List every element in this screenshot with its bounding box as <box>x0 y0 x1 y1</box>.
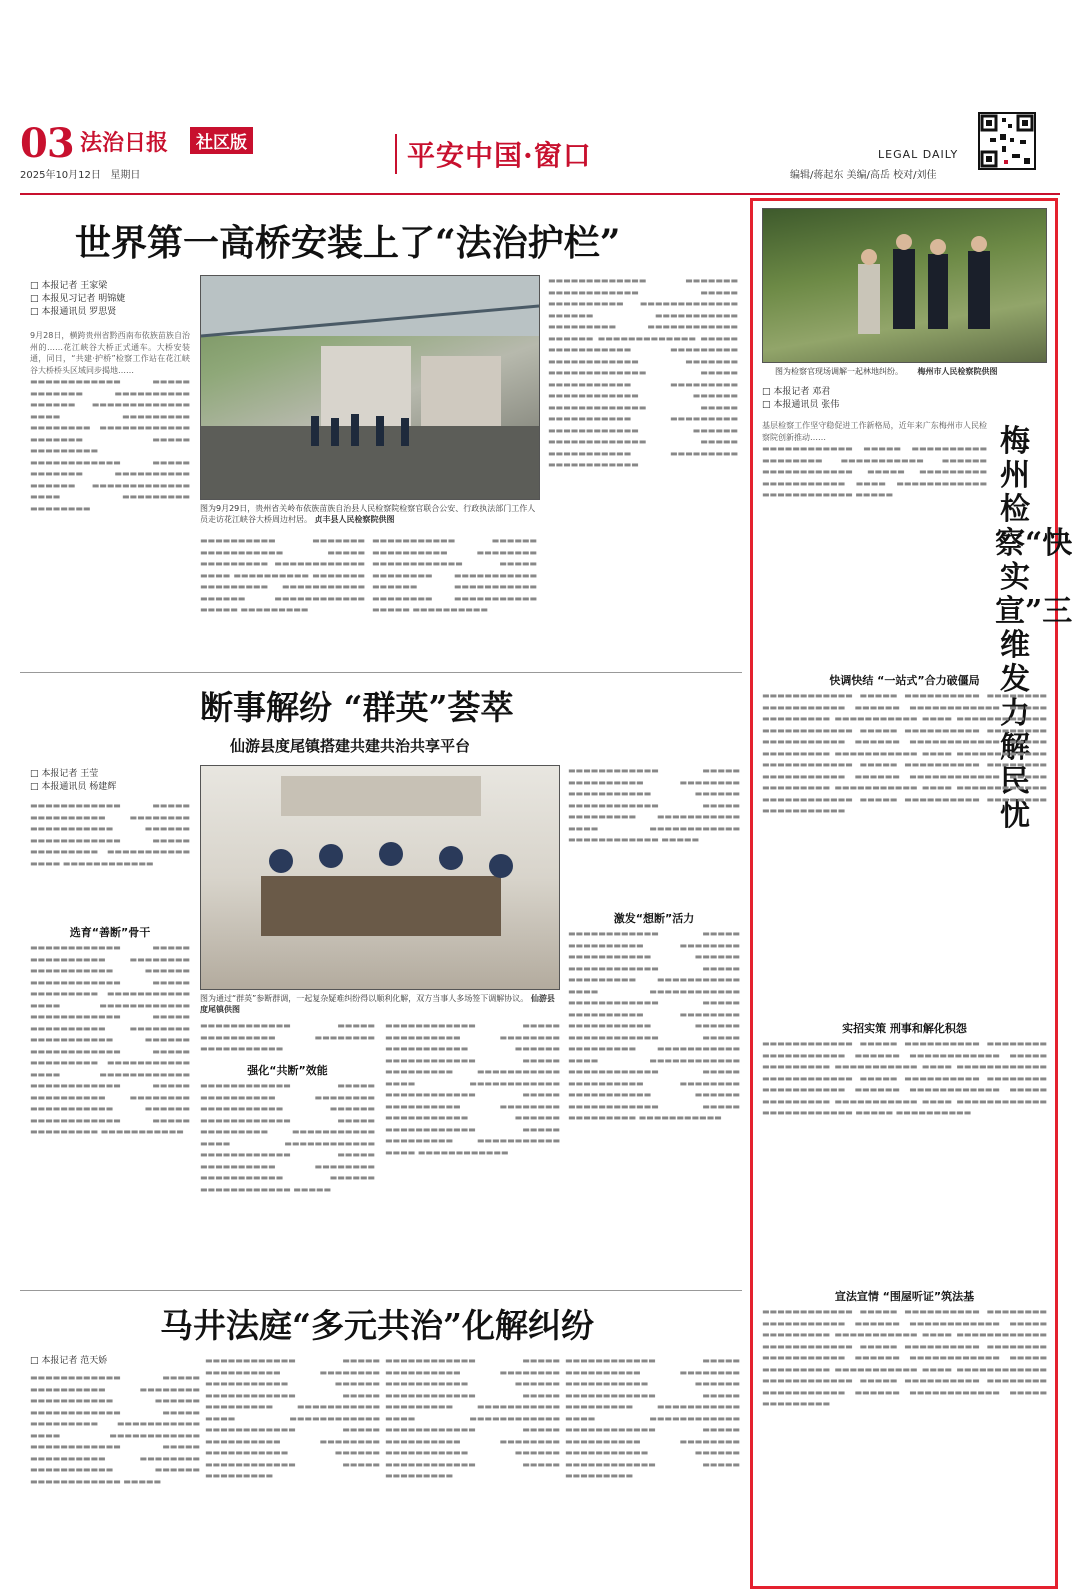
column-title: 平安中国·窗口 <box>395 134 592 174</box>
article1-col4: ▬▬▬▬▬▬▬▬▬▬▬▬▬ ▬▬▬▬▬▬▬ ▬▬▬▬▬▬▬▬▬▬▬▬ ▬▬▬▬▬ ▬▬▬▬▬▬▬▬▬▬ ▬▬▬▬▬▬▬▬▬▬▬▬▬ ▬▬▬▬▬▬ ▬▬▬▬▬▬▬▬▬▬▬ ▬▬▬▬▬▬▬▬▬ ▬▬▬▬▬▬▬▬▬▬▬▬ ▬▬▬▬▬▬ ▬▬▬▬▬▬▬▬▬▬▬▬▬ ▬▬▬▬▬ ▬▬▬▬▬▬▬▬▬▬▬ ▬▬▬▬▬▬▬▬▬ ▬▬▬▬▬▬▬▬▬▬▬▬ ▬▬▬▬▬▬▬ ▬▬▬▬▬▬▬▬▬▬▬▬▬ ▬▬▬▬▬ ▬▬▬▬▬▬▬▬▬▬▬ ▬▬▬▬▬▬▬▬▬ ▬▬▬▬▬▬▬▬▬▬▬▬ ▬▬▬▬▬▬ ▬▬▬▬▬▬▬▬▬▬▬▬▬ ▬▬▬▬▬ ▬▬▬▬▬▬▬▬▬▬▬ ▬▬▬▬▬▬▬▬▬ ▬▬▬▬▬▬▬▬▬▬▬▬ ▬▬▬▬▬▬ ▬▬▬▬▬▬▬▬▬▬▬▬▬ ▬▬▬▬▬ ▬▬▬▬▬▬▬▬▬▬▬ ▬▬▬▬▬▬▬▬▬ ▬▬▬▬▬▬▬▬▬▬▬▬ <box>548 276 738 469</box>
article1-col2: ▬▬▬▬▬▬▬▬▬▬ ▬▬▬▬▬▬▬ ▬▬▬▬▬▬▬▬▬▬▬ ▬▬▬▬▬ ▬▬▬▬▬▬▬▬▬ ▬▬▬▬▬▬▬▬▬▬▬▬ ▬▬▬▬ ▬▬▬▬▬▬▬▬▬▬ ▬▬▬▬▬▬▬ ▬▬▬▬▬▬▬▬▬ ▬▬▬▬▬▬▬▬▬▬▬ ▬▬▬▬▬▬ ▬▬▬▬▬▬▬▬▬▬▬▬ ▬▬▬▬▬ ▬▬▬▬▬▬▬▬▬ <box>200 536 365 614</box>
photo-credit: 梅州市人民检察院供图 <box>917 367 998 376</box>
article2-col4b: ▬▬▬▬▬▬▬▬▬▬▬▬ ▬▬▬▬▬ ▬▬▬▬▬▬▬▬▬▬ ▬▬▬▬▬▬▬▬ ▬▬▬▬▬▬▬▬▬▬▬ ▬▬▬▬▬▬ ▬▬▬▬▬▬▬▬▬▬▬▬ ▬▬▬▬▬ ▬▬▬▬▬▬▬▬▬ ▬▬▬▬▬▬▬▬▬▬▬ ▬▬▬▬ ▬▬▬▬▬▬▬▬▬▬▬▬ ▬▬▬▬▬▬▬▬▬▬▬▬ ▬▬▬▬▬ ▬▬▬▬▬▬▬▬▬▬ ▬▬▬▬▬▬▬▬ ▬▬▬▬▬▬▬▬▬▬▬ ▬▬▬▬▬▬ ▬▬▬▬▬▬▬▬▬▬▬▬ ▬▬▬▬▬ ▬▬▬▬▬▬▬▬▬ ▬▬▬▬▬▬▬▬▬▬▬ ▬▬▬▬ ▬▬▬▬▬▬▬▬▬▬▬▬ ▬▬▬▬▬▬▬▬▬▬▬▬ ▬▬▬▬▬ ▬▬▬▬▬▬▬▬▬▬ ▬▬▬▬▬▬▬▬ ▬▬▬▬▬▬▬▬▬▬▬ ▬▬▬▬▬▬ ▬▬▬▬▬▬▬▬▬▬▬▬ ▬▬▬▬▬ ▬▬▬▬▬▬▬▬▬ ▬▬▬▬▬▬▬▬▬▬▬ <box>568 929 740 1122</box>
article2-caption <box>200 993 560 1015</box>
sidebar-vertical-headline: 梅州检察“快实宣”三维发力解民忧 <box>995 424 1073 833</box>
sidebar-subhead-1: 快调快结 “一站式”合力破僵局 <box>829 674 980 687</box>
article2-col3: ▬▬▬▬▬▬▬▬▬▬▬▬ ▬▬▬▬▬ ▬▬▬▬▬▬▬▬▬▬ ▬▬▬▬▬▬▬▬ ▬▬▬▬▬▬▬▬▬▬▬ ▬▬▬▬▬▬ ▬▬▬▬▬▬▬▬▬▬▬▬ ▬▬▬▬▬ ▬▬▬▬▬▬▬▬▬ ▬▬▬▬▬▬▬▬▬▬▬ ▬▬▬▬ ▬▬▬▬▬▬▬▬▬▬▬▬ ▬▬▬▬▬▬▬▬▬▬▬▬ ▬▬▬▬▬ ▬▬▬▬▬▬▬▬▬▬ ▬▬▬▬▬▬▬▬ ▬▬▬▬▬▬▬▬▬▬▬ ▬▬▬▬▬▬ ▬▬▬▬▬▬▬▬▬▬▬▬ ▬▬▬▬▬ ▬▬▬▬▬▬▬▬▬ ▬▬▬▬▬▬▬▬▬▬▬ ▬▬▬▬ ▬▬▬▬▬▬▬▬▬▬▬▬ <box>385 1021 560 1157</box>
byline-line: □ 本报记者 王莹 <box>30 769 99 779</box>
byline-line: □ 本报记者 王家梁 <box>30 281 108 291</box>
sidebar-caption <box>775 366 1040 377</box>
article1-byline <box>30 280 190 319</box>
top-rule <box>20 193 1060 195</box>
sidebar-photo <box>762 208 1047 363</box>
article1-col1: 9月28日，横跨贵州省黔西南布依族苗族自治州的……花江峡谷大桥正式通车。大桥安装通，同日，“共建·护桥”检察工作站在花江峡谷大桥桥头区域同步揭地…… ▬▬▬▬▬▬▬▬▬▬▬▬ ▬▬▬▬▬ ▬▬▬▬▬▬▬ ▬▬▬▬▬▬▬▬▬▬ ▬▬▬▬▬▬ ▬▬▬▬▬▬▬▬▬▬▬▬▬ ▬▬▬▬ ▬▬▬▬▬▬▬▬▬ ▬▬▬▬▬▬▬▬ ▬▬▬▬▬▬▬▬▬▬▬▬ ▬▬▬▬▬▬▬ ▬▬▬▬▬ ▬▬▬▬▬▬▬▬▬ ▬▬▬▬▬▬▬▬▬▬▬▬ ▬▬▬▬▬ ▬▬▬▬▬▬▬ ▬▬▬▬▬▬▬▬▬▬ ▬▬▬▬▬▬ ▬▬▬▬▬▬▬▬▬▬▬▬▬ ▬▬▬▬ ▬▬▬▬▬▬▬▬▬ ▬▬▬▬▬▬▬▬ <box>30 331 190 513</box>
sidebar-subhead-3: 宣法宣情 “围屋听证”筑法基 <box>834 1290 975 1303</box>
article2-subhead-1: 选育“善断”骨干 <box>69 926 151 939</box>
page-number: 03 <box>20 120 74 167</box>
article1-photo <box>200 275 540 500</box>
sidebar-col-c: ▬▬▬▬▬▬▬▬▬▬▬▬ ▬▬▬▬▬ ▬▬▬▬▬▬▬▬▬▬ ▬▬▬▬▬▬▬▬ ▬▬▬▬▬▬▬▬▬▬▬ ▬▬▬▬▬▬ ▬▬▬▬▬▬▬▬▬▬▬▬ ▬▬▬▬▬ ▬▬▬▬▬▬▬▬▬ ▬▬▬▬▬▬▬▬▬▬▬ ▬▬▬▬ ▬▬▬▬▬▬▬▬▬▬▬▬ ▬▬▬▬▬▬▬▬▬▬▬▬ ▬▬▬▬▬ ▬▬▬▬▬▬▬▬▬▬ ▬▬▬▬▬▬▬▬ ▬▬▬▬▬▬▬▬▬▬▬ ▬▬▬▬▬▬ ▬▬▬▬▬▬▬▬▬▬▬▬ ▬▬▬▬▬ ▬▬▬▬▬▬▬▬▬ ▬▬▬▬▬▬▬▬▬▬▬ ▬▬▬▬ ▬▬▬▬▬▬▬▬▬▬▬▬ ▬▬▬▬▬▬▬▬▬▬▬▬ ▬▬▬▬▬ ▬▬▬▬▬▬▬▬▬▬ <box>762 1039 1047 1117</box>
caption-text: 图为检察官现场调解一起林地纠纷。 <box>775 367 903 376</box>
article2-subhead-2: 强化“共断”效能 <box>247 1064 328 1077</box>
sidebar-lead: 基层检察工作坚守稳促进工作新格局，近年来广东梅州市人民检察院创新推动…… <box>762 421 987 442</box>
byline-line: □ 本报记者 邓君 <box>762 387 831 397</box>
byline-line: □ 本报通讯员 罗思贤 <box>30 307 117 317</box>
article3-col4: ▬▬▬▬▬▬▬▬▬▬▬▬ ▬▬▬▬▬ ▬▬▬▬▬▬▬▬▬▬ ▬▬▬▬▬▬▬▬ ▬▬▬▬▬▬▬▬▬▬▬ ▬▬▬▬▬▬ ▬▬▬▬▬▬▬▬▬▬▬▬ ▬▬▬▬▬ ▬▬▬▬▬▬▬▬▬ ▬▬▬▬▬▬▬▬▬▬▬ ▬▬▬▬ ▬▬▬▬▬▬▬▬▬▬▬▬ ▬▬▬▬▬▬▬▬▬▬▬▬ ▬▬▬▬▬ ▬▬▬▬▬▬▬▬▬▬ ▬▬▬▬▬▬▬▬ ▬▬▬▬▬▬▬▬▬▬▬ ▬▬▬▬▬▬ ▬▬▬▬▬▬▬▬▬▬▬▬ ▬▬▬▬▬ ▬▬▬▬▬▬▬▬▬ <box>565 1356 740 1480</box>
article1-lead: 9月28日，横跨贵州省黔西南布依族苗族自治州的……花江峡谷大桥正式通车。大桥安装通，同日，“共建·护桥”检察工作站在花江峡谷大桥桥头区域同步揭地…… <box>30 331 190 375</box>
photo-credit: 贞丰县人民检察院供图 <box>314 515 395 524</box>
sidebar-col-a: 基层检察工作坚守稳促进工作新格局，近年来广东梅州市人民检察院创新推动…… ▬▬▬▬▬▬▬▬▬▬▬▬ ▬▬▬▬▬ ▬▬▬▬▬▬▬▬▬▬ ▬▬▬▬▬▬▬▬ ▬▬▬▬▬▬▬▬▬▬▬ ▬▬▬▬▬▬ ▬▬▬▬▬▬▬▬▬▬▬▬ ▬▬▬▬▬ ▬▬▬▬▬▬▬▬▬ ▬▬▬▬▬▬▬▬▬▬▬ ▬▬▬▬ ▬▬▬▬▬▬▬▬▬▬▬▬ ▬▬▬▬▬▬▬▬▬▬▬▬ ▬▬▬▬▬ <box>762 421 987 499</box>
article2-col2a: ▬▬▬▬▬▬▬▬▬▬▬▬ ▬▬▬▬▬ ▬▬▬▬▬▬▬▬▬▬ ▬▬▬▬▬▬▬▬ ▬▬▬▬▬▬▬▬▬▬▬ <box>200 1021 375 1053</box>
article2-headline: 断事解纷 “群英”荟萃 <box>200 688 514 727</box>
article2-col4a: ▬▬▬▬▬▬▬▬▬▬▬▬ ▬▬▬▬▬ ▬▬▬▬▬▬▬▬▬▬ ▬▬▬▬▬▬▬▬ ▬▬▬▬▬▬▬▬▬▬▬ ▬▬▬▬▬▬ ▬▬▬▬▬▬▬▬▬▬▬▬ ▬▬▬▬▬ ▬▬▬▬▬▬▬▬▬ ▬▬▬▬▬▬▬▬▬▬▬ ▬▬▬▬ ▬▬▬▬▬▬▬▬▬▬▬▬ ▬▬▬▬▬▬▬▬▬▬▬▬ ▬▬▬▬▬ <box>568 766 740 844</box>
legal-daily-label: LEGAL DAILY <box>878 148 959 161</box>
masthead <box>20 112 1060 182</box>
photo-credit: 仙游县度尾镇供图 <box>200 994 555 1014</box>
sidebar-col-d: ▬▬▬▬▬▬▬▬▬▬▬▬ ▬▬▬▬▬ ▬▬▬▬▬▬▬▬▬▬ ▬▬▬▬▬▬▬▬ ▬▬▬▬▬▬▬▬▬▬▬ ▬▬▬▬▬▬ ▬▬▬▬▬▬▬▬▬▬▬▬ ▬▬▬▬▬ ▬▬▬▬▬▬▬▬▬ ▬▬▬▬▬▬▬▬▬▬▬ ▬▬▬▬ ▬▬▬▬▬▬▬▬▬▬▬▬ ▬▬▬▬▬▬▬▬▬▬▬▬ ▬▬▬▬▬ ▬▬▬▬▬▬▬▬▬▬ ▬▬▬▬▬▬▬▬ ▬▬▬▬▬▬▬▬▬▬▬ ▬▬▬▬▬▬ ▬▬▬▬▬▬▬▬▬▬▬▬ ▬▬▬▬▬ ▬▬▬▬▬▬▬▬▬ ▬▬▬▬▬▬▬▬▬▬▬ ▬▬▬▬ ▬▬▬▬▬▬▬▬▬▬▬▬ ▬▬▬▬▬▬▬▬▬▬▬▬ ▬▬▬▬▬ ▬▬▬▬▬▬▬▬▬▬ ▬▬▬▬▬▬▬▬ ▬▬▬▬▬▬▬▬▬▬▬ ▬▬▬▬▬▬ ▬▬▬▬▬▬▬▬▬▬▬▬ ▬▬▬▬▬ ▬▬▬▬▬▬▬▬▬ <box>762 1307 1047 1408</box>
article2-col1a: ▬▬▬▬▬▬▬▬▬▬▬▬ ▬▬▬▬▬ ▬▬▬▬▬▬▬▬▬▬ ▬▬▬▬▬▬▬▬ ▬▬▬▬▬▬▬▬▬▬▬ ▬▬▬▬▬▬ ▬▬▬▬▬▬▬▬▬▬▬▬ ▬▬▬▬▬ ▬▬▬▬▬▬▬▬▬ ▬▬▬▬▬▬▬▬▬▬▬ ▬▬▬▬ ▬▬▬▬▬▬▬▬▬▬▬▬ <box>30 801 190 868</box>
divider <box>20 672 742 673</box>
sidebar-byline <box>762 386 962 412</box>
issue-date: 2025年10月12日 星期日 <box>20 170 141 181</box>
caption-text: 图为通过“群英”参断群调，一起复杂疑难纠纷得以顺利化解，双方当事人多场签下调解协议。 <box>200 994 529 1003</box>
article2-col2b: ▬▬▬▬▬▬▬▬▬▬▬▬ ▬▬▬▬▬ ▬▬▬▬▬▬▬▬▬▬ ▬▬▬▬▬▬▬▬ ▬▬▬▬▬▬▬▬▬▬▬ ▬▬▬▬▬▬ ▬▬▬▬▬▬▬▬▬▬▬▬ ▬▬▬▬▬ ▬▬▬▬▬▬▬▬▬ ▬▬▬▬▬▬▬▬▬▬▬ ▬▬▬▬ ▬▬▬▬▬▬▬▬▬▬▬▬ ▬▬▬▬▬▬▬▬▬▬▬▬ ▬▬▬▬▬ ▬▬▬▬▬▬▬▬▬▬ ▬▬▬▬▬▬▬▬ ▬▬▬▬▬▬▬▬▬▬▬ ▬▬▬▬▬▬ ▬▬▬▬▬▬▬▬▬▬▬▬ ▬▬▬▬▬ <box>200 1081 375 1194</box>
section-tag: 社区版 <box>190 127 253 154</box>
article2-byline <box>30 768 190 794</box>
byline-line: □ 本报通讯员 杨建辉 <box>30 782 117 792</box>
divider <box>20 1290 742 1291</box>
article3-col2: ▬▬▬▬▬▬▬▬▬▬▬▬ ▬▬▬▬▬ ▬▬▬▬▬▬▬▬▬▬ ▬▬▬▬▬▬▬▬ ▬▬▬▬▬▬▬▬▬▬▬ ▬▬▬▬▬▬ ▬▬▬▬▬▬▬▬▬▬▬▬ ▬▬▬▬▬ ▬▬▬▬▬▬▬▬▬ ▬▬▬▬▬▬▬▬▬▬▬ ▬▬▬▬ ▬▬▬▬▬▬▬▬▬▬▬▬ ▬▬▬▬▬▬▬▬▬▬▬▬ ▬▬▬▬▬ ▬▬▬▬▬▬▬▬▬▬ ▬▬▬▬▬▬▬▬ ▬▬▬▬▬▬▬▬▬▬▬ ▬▬▬▬▬▬ ▬▬▬▬▬▬▬▬▬▬▬▬ ▬▬▬▬▬ ▬▬▬▬▬▬▬▬▬ <box>205 1356 380 1480</box>
paper-name: 法治日报 <box>80 130 169 156</box>
sidebar-subhead-2: 实招实策 刑事和解化积怨 <box>842 1022 967 1035</box>
article3-col3: ▬▬▬▬▬▬▬▬▬▬▬▬ ▬▬▬▬▬ ▬▬▬▬▬▬▬▬▬▬ ▬▬▬▬▬▬▬▬ ▬▬▬▬▬▬▬▬▬▬▬ ▬▬▬▬▬▬ ▬▬▬▬▬▬▬▬▬▬▬▬ ▬▬▬▬▬ ▬▬▬▬▬▬▬▬▬ ▬▬▬▬▬▬▬▬▬▬▬ ▬▬▬▬ ▬▬▬▬▬▬▬▬▬▬▬▬ ▬▬▬▬▬▬▬▬▬▬▬▬ ▬▬▬▬▬ ▬▬▬▬▬▬▬▬▬▬ ▬▬▬▬▬▬▬▬ ▬▬▬▬▬▬▬▬▬▬▬ ▬▬▬▬▬▬ ▬▬▬▬▬▬▬▬▬▬▬▬ ▬▬▬▬▬ ▬▬▬▬▬▬▬▬▬ <box>385 1356 560 1480</box>
article2-col1b: ▬▬▬▬▬▬▬▬▬▬▬▬ ▬▬▬▬▬ ▬▬▬▬▬▬▬▬▬▬ ▬▬▬▬▬▬▬▬ ▬▬▬▬▬▬▬▬▬▬▬ ▬▬▬▬▬▬ ▬▬▬▬▬▬▬▬▬▬▬▬ ▬▬▬▬▬ ▬▬▬▬▬▬▬▬▬ ▬▬▬▬▬▬▬▬▬▬▬ ▬▬▬▬ ▬▬▬▬▬▬▬▬▬▬▬▬ ▬▬▬▬▬▬▬▬▬▬▬▬ ▬▬▬▬▬ ▬▬▬▬▬▬▬▬▬▬ ▬▬▬▬▬▬▬▬ ▬▬▬▬▬▬▬▬▬▬▬ ▬▬▬▬▬▬ ▬▬▬▬▬▬▬▬▬▬▬▬ ▬▬▬▬▬ ▬▬▬▬▬▬▬▬▬ ▬▬▬▬▬▬▬▬▬▬▬ ▬▬▬▬ ▬▬▬▬▬▬▬▬▬▬▬▬ ▬▬▬▬▬▬▬▬▬▬▬▬ ▬▬▬▬▬ ▬▬▬▬▬▬▬▬▬▬ ▬▬▬▬▬▬▬▬ ▬▬▬▬▬▬▬▬▬▬▬ ▬▬▬▬▬▬ ▬▬▬▬▬▬▬▬▬▬▬▬ ▬▬▬▬▬ ▬▬▬▬▬▬▬▬▬ ▬▬▬▬▬▬▬▬▬▬▬ <box>30 943 190 1136</box>
caption-text: 图为9月29日，贵州省关岭布依族苗族自治县人民检察院检察官联合公安、行政执法部门工作人员走访花江峡谷大桥周边村居。 <box>200 504 536 524</box>
byline-line: □ 本报见习记者 明锦婕 <box>30 294 126 304</box>
article3-headline: 马井法庭“多元共治”化解纠纷 <box>160 1306 594 1345</box>
article3-col1: ▬▬▬▬▬▬▬▬▬▬▬▬ ▬▬▬▬▬ ▬▬▬▬▬▬▬▬▬▬ ▬▬▬▬▬▬▬▬ ▬▬▬▬▬▬▬▬▬▬▬ ▬▬▬▬▬▬ ▬▬▬▬▬▬▬▬▬▬▬▬ ▬▬▬▬▬ ▬▬▬▬▬▬▬▬▬ ▬▬▬▬▬▬▬▬▬▬▬ ▬▬▬▬ ▬▬▬▬▬▬▬▬▬▬▬▬ ▬▬▬▬▬▬▬▬▬▬▬▬ ▬▬▬▬▬ ▬▬▬▬▬▬▬▬▬▬ ▬▬▬▬▬▬▬▬ ▬▬▬▬▬▬▬▬▬▬▬ ▬▬▬▬▬▬ ▬▬▬▬▬▬▬▬▬▬▬▬ ▬▬▬▬▬ <box>30 1373 200 1486</box>
article1-col3: ▬▬▬▬▬▬▬▬▬▬▬ ▬▬▬▬▬▬ ▬▬▬▬▬▬▬▬▬▬ ▬▬▬▬▬▬▬▬ ▬▬▬▬▬▬▬▬▬▬▬▬ ▬▬▬▬▬ ▬▬▬▬▬▬▬▬ ▬▬▬▬▬▬▬▬▬▬▬ ▬▬▬▬▬▬ ▬▬▬▬▬▬▬▬▬▬▬ ▬▬▬▬▬▬▬▬ ▬▬▬▬▬▬▬▬▬▬▬ ▬▬▬▬▬ ▬▬▬▬▬▬▬▬▬▬ <box>372 536 537 614</box>
article2-subhead-3: 激发“想断”活力 <box>613 912 695 925</box>
byline-line: □ 本报通讯员 张伟 <box>762 400 840 410</box>
sidebar-col-b: ▬▬▬▬▬▬▬▬▬▬▬▬ ▬▬▬▬▬ ▬▬▬▬▬▬▬▬▬▬ ▬▬▬▬▬▬▬▬ ▬▬▬▬▬▬▬▬▬▬▬ ▬▬▬▬▬▬ ▬▬▬▬▬▬▬▬▬▬▬▬ ▬▬▬▬▬ ▬▬▬▬▬▬▬▬▬ ▬▬▬▬▬▬▬▬▬▬▬ ▬▬▬▬ ▬▬▬▬▬▬▬▬▬▬▬▬ ▬▬▬▬▬▬▬▬▬▬▬▬ ▬▬▬▬▬ ▬▬▬▬▬▬▬▬▬▬ ▬▬▬▬▬▬▬▬ ▬▬▬▬▬▬▬▬▬▬▬ ▬▬▬▬▬▬ ▬▬▬▬▬▬▬▬▬▬▬▬ ▬▬▬▬▬ ▬▬▬▬▬▬▬▬▬ ▬▬▬▬▬▬▬▬▬▬▬ ▬▬▬▬ ▬▬▬▬▬▬▬▬▬▬▬▬ ▬▬▬▬▬▬▬▬▬▬▬▬ ▬▬▬▬▬ ▬▬▬▬▬▬▬▬▬▬ ▬▬▬▬▬▬▬▬ ▬▬▬▬▬▬▬▬▬▬▬ ▬▬▬▬▬▬ ▬▬▬▬▬▬▬▬▬▬▬▬ ▬▬▬▬▬ ▬▬▬▬▬▬▬▬▬ ▬▬▬▬▬▬▬▬▬▬▬ ▬▬▬▬ ▬▬▬▬▬▬▬▬▬▬▬▬ ▬▬▬▬▬▬▬▬▬▬▬▬ ▬▬▬▬▬ ▬▬▬▬▬▬▬▬▬▬ ▬▬▬▬▬▬▬▬ ▬▬▬▬▬▬▬▬▬▬▬ <box>762 691 1047 815</box>
article1-caption <box>200 503 540 525</box>
article1-headline: 世界第一高桥安装上了“法治护栏” <box>75 222 621 264</box>
editors-credit: 编辑/蒋起东 美编/高岳 校对/刘佳 <box>790 170 937 181</box>
article3-byline: □ 本报记者 范天娇 <box>30 1356 108 1366</box>
article2-photo <box>200 765 560 990</box>
qr-code <box>978 112 1036 170</box>
article2-subtitle: 仙游县度尾镇搭建共建共治共享平台 <box>230 737 471 755</box>
